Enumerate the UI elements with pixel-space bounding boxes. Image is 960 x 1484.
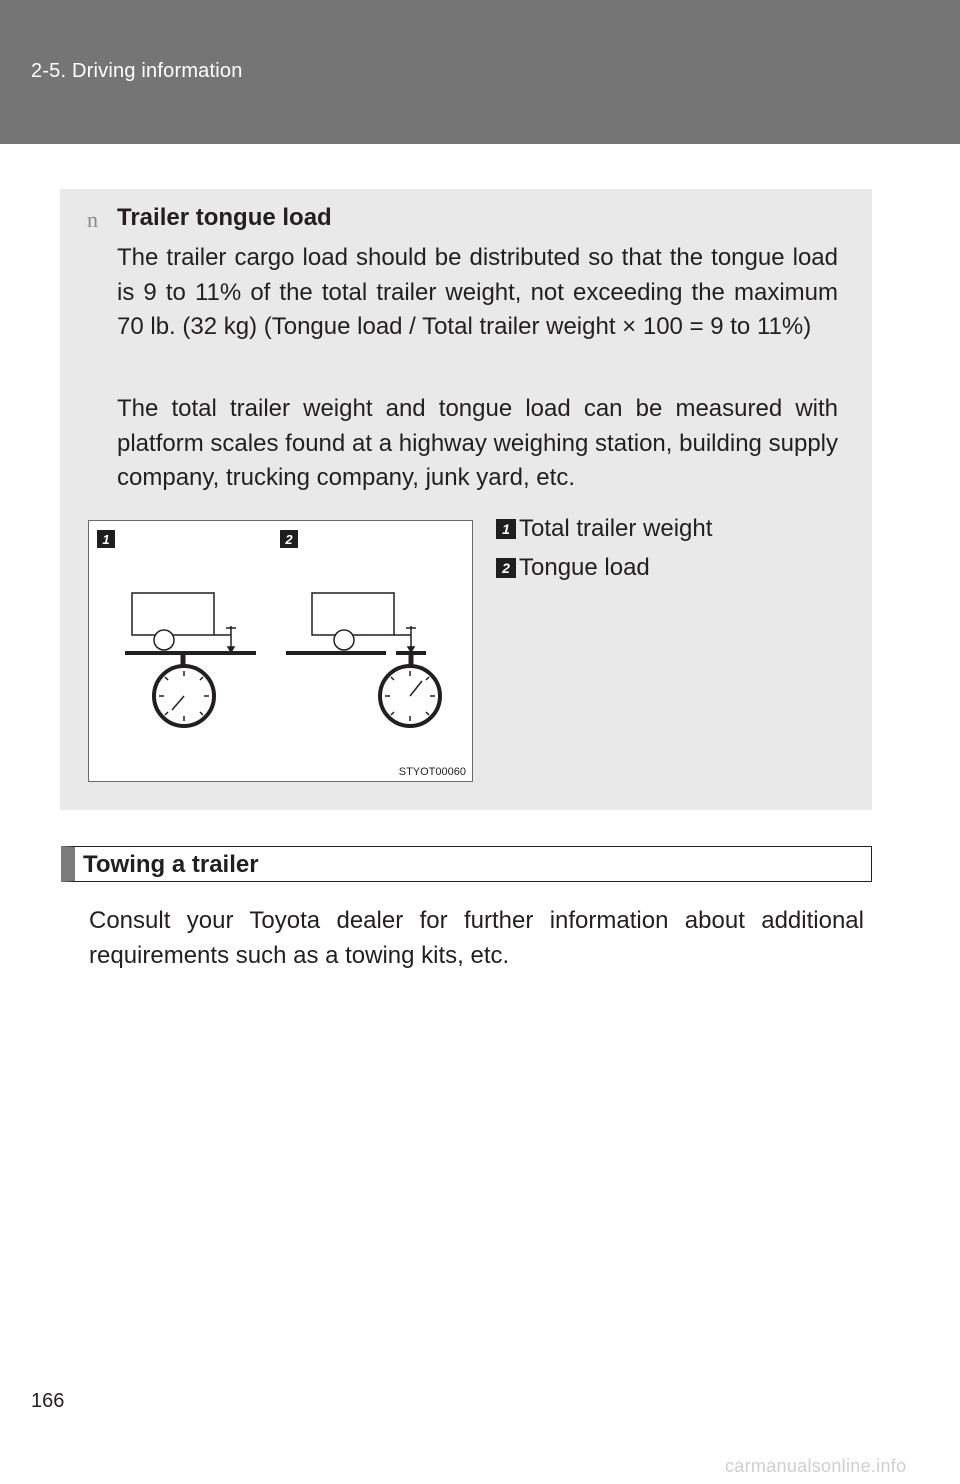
figure-callout-2-text: 2	[285, 532, 293, 547]
legend-item-tongue-load	[496, 554, 650, 582]
section-heading-text: Towing a trailer	[83, 851, 259, 878]
legend-label-2: Tongue load	[519, 554, 650, 581]
ground-line-right	[286, 651, 386, 655]
trailer-body-right	[312, 593, 394, 635]
trailer-on-scale-left	[132, 593, 236, 652]
figure-callout-1	[97, 530, 115, 548]
legend-label-1: Total trailer weight	[519, 515, 713, 542]
page-number: 166	[31, 1390, 65, 1412]
scale-platform-left	[125, 651, 256, 655]
section-heading	[61, 846, 872, 882]
note-bullet-icon: n	[87, 207, 98, 232]
scale-dial-right	[380, 655, 440, 726]
legend-item-total-trailer-weight	[496, 515, 712, 543]
legend-number-2: 2	[496, 558, 516, 578]
section-body: Consult your Toyota dealer for further information about additional requirements such as a towing kits, etc.	[89, 907, 864, 969]
dial-needle-left	[172, 696, 184, 710]
trailer-wheel-right	[334, 630, 354, 650]
legend-number-1: 1	[496, 519, 516, 539]
header-band	[0, 0, 960, 144]
trailer-weight-figure	[88, 520, 473, 782]
watermark: carmanualsonline.info	[725, 1456, 907, 1476]
scale-dial-left	[154, 655, 214, 726]
note-paragraph-tongue-load: The trailer cargo load should be distributed so that the tongue load is 9 to 11% of the total trailer weight, not exceeding the maximum 70 lb. (32 kg) (Tongue load / Total trailer weight × 100 = 9 to 11%)	[117, 244, 838, 340]
note-paragraph-scales: The total trailer weight and tongue load can be measured with platform scales found at a highway weighing station, building supply company, trucking company, junk yard, etc.	[117, 395, 838, 491]
figure-callout-1-text: 1	[102, 532, 110, 547]
trailer-scale-illustration	[89, 521, 474, 783]
scale-platform-right	[396, 651, 426, 655]
trailer-on-scale-right	[312, 593, 416, 652]
trailer-body-left	[132, 593, 214, 635]
dial-needle-right	[410, 681, 422, 696]
note-title: Trailer tongue load	[117, 204, 332, 231]
trailer-wheel-left	[154, 630, 174, 650]
figure-callout-2	[280, 530, 298, 548]
figure-code: STYOT00060	[398, 766, 466, 778]
section-reference: 2-5. Driving information	[31, 60, 243, 82]
